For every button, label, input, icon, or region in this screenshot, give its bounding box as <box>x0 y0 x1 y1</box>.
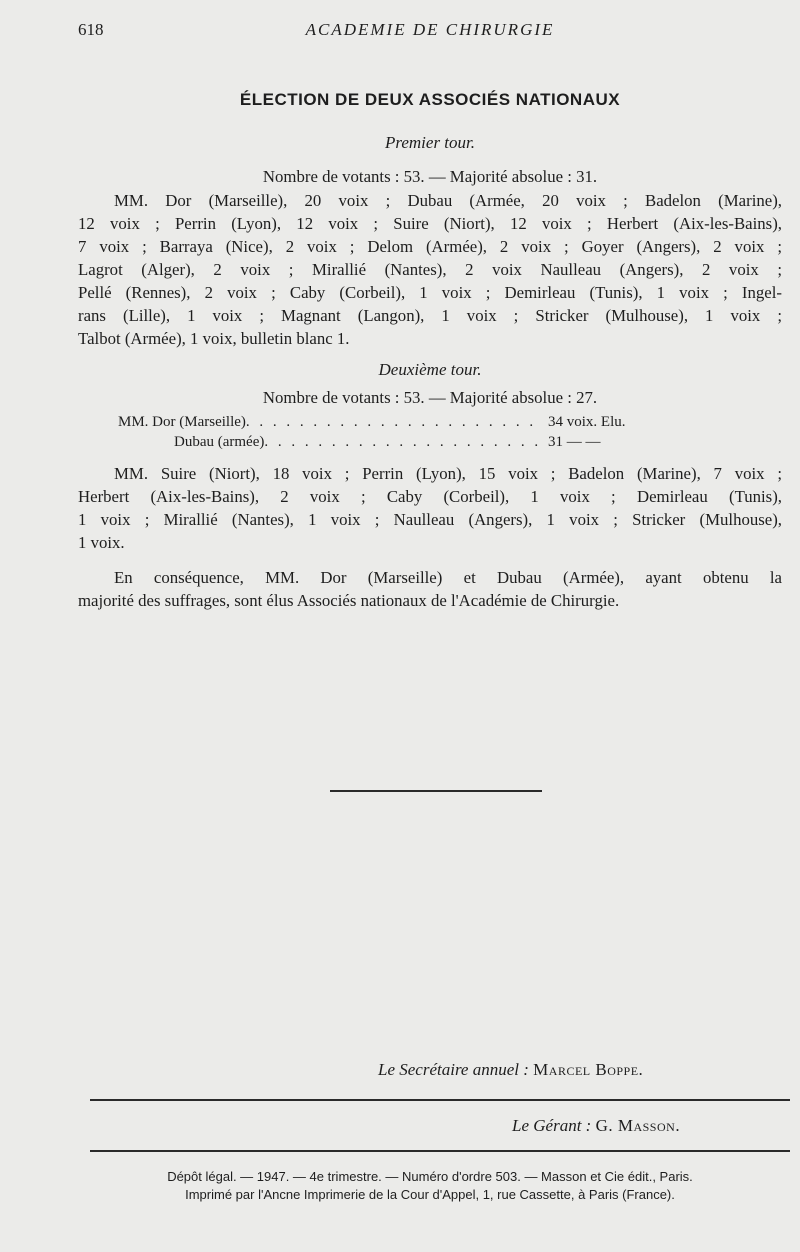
first-round-line: Pellé (Rennes), 2 voix ; Caby (Corbeil), 1 voix ; Demirleau (Tunis), 1 voix ; Ingel- <box>78 283 782 302</box>
imprint-line: Imprimé par l'Ancne Imprimerie de la Cour d'Appel, 1, rue Cassette, à Paris (France). <box>185 1187 675 1202</box>
footer-rule-top <box>90 1099 790 1101</box>
imprint-line: Dépôt légal. — 1947. — 4e trimestre. — Numéro d'ordre 503. — Masson et Cie édit., Paris. <box>167 1169 693 1184</box>
footer-rule-bottom <box>90 1150 790 1152</box>
first-round-summary: Nombre de votants : 53. — Majorité absolue : 31. <box>262 167 598 186</box>
leader-dots <box>246 414 540 436</box>
page-header <box>78 20 782 44</box>
first-round-line: Lagrot (Alger), 2 voix ; Mirallié (Nantes), 2 voix Naulleau (Angers), 2 voix ; <box>78 260 782 279</box>
candidate-votes: 31 — — <box>548 434 601 450</box>
section-divider <box>330 790 542 792</box>
secretary-signature <box>378 1060 643 1080</box>
second-round-result <box>174 434 678 456</box>
secretary-label: Le Secrétaire annuel : <box>378 1060 529 1079</box>
first-round-line: MM. Dor (Marseille), 20 voix ; Dubau (Armée, 20 voix ; Badelon (Marine), <box>114 191 782 210</box>
first-round-heading: Premier tour. <box>384 133 476 152</box>
candidate-votes: 34 voix. Elu. <box>548 414 626 430</box>
second-round-line: 1 voix. <box>78 533 125 552</box>
manager-name: G. Masson. <box>595 1116 681 1135</box>
conclusion-line: En conséquence, MM. Dor (Marseille) et Dubau (Armée), ayant obtenu la <box>114 568 782 587</box>
second-round-heading: Deuxième tour. <box>378 360 482 379</box>
first-round-line: 7 voix ; Barraya (Nice), 2 voix ; Delom (Armée), 2 voix ; Goyer (Angers), 2 voix ; <box>78 237 782 256</box>
first-round-line: rans (Lille), 1 voix ; Magnant (Langon), 1 voix ; Stricker (Mulhouse), 1 voix ; <box>78 306 782 325</box>
secretary-name: Marcel Boppe. <box>533 1060 644 1079</box>
first-round-line: Talbot (Armée), 1 voix, bulletin blanc 1. <box>78 329 350 348</box>
second-round-summary: Nombre de votants : 53. — Majorité absolue : 27. <box>262 388 598 407</box>
manager-label: Le Gérant : <box>512 1116 592 1135</box>
second-round-result <box>118 414 678 436</box>
second-round-line: Herbert (Aix-les-Bains), 2 voix ; Caby (Corbeil), 1 voix ; Demirleau (Tunis), <box>78 487 782 506</box>
section-title: ÉLECTION DE DEUX ASSOCIÉS NATIONAUX <box>239 90 621 109</box>
second-round-line: 1 voix ; Mirallié (Nantes), 1 voix ; Naulleau (Angers), 1 voix ; Stricker (Mulhouse), <box>78 510 782 529</box>
conclusion-line: majorité des suffrages, sont élus Associés nationaux de l'Académie de Chirurgie. <box>78 591 620 610</box>
leader-dots <box>264 434 540 456</box>
first-round-line: 12 voix ; Perrin (Lyon), 12 voix ; Suire (Niort), 12 voix ; Herbert (Aix-les-Bains), <box>78 214 782 233</box>
page-number: 618 <box>78 20 104 39</box>
candidate-name: Dubau (armée) <box>174 434 265 450</box>
second-round-line: MM. Suire (Niort), 18 voix ; Perrin (Lyon), 15 voix ; Badelon (Marine), 7 voix ; <box>114 464 782 483</box>
manager-signature <box>512 1116 680 1136</box>
candidate-name: MM. Dor (Marseille) <box>118 414 246 430</box>
running-head: ACADEMIE DE CHIRURGIE <box>305 20 555 39</box>
